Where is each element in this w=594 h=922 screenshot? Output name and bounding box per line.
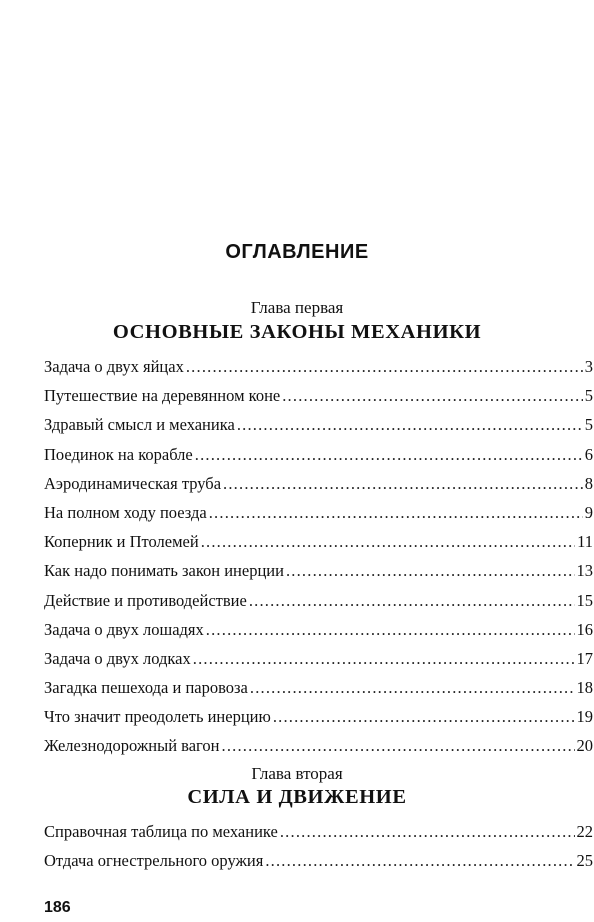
dot-leader: [237, 410, 583, 439]
toc-entry-title: Аэродинамическая труба: [44, 473, 222, 493]
dot-leader: [195, 440, 583, 469]
toc-entry-title: Действие и противодействие: [44, 590, 247, 610]
toc-entry-title: На полном ходу поезда: [44, 502, 207, 522]
toc-entry-page: 25: [576, 851, 593, 871]
toc-entry[interactable]: [44, 410, 593, 439]
toc-entry[interactable]: [44, 731, 593, 760]
toc-entry-page: 6: [584, 444, 593, 464]
toc-entry-page: 13: [576, 561, 593, 581]
toc-entry[interactable]: [44, 440, 593, 469]
toc-entry-title: Коперник и Птолемей: [44, 532, 199, 552]
dot-leader: [186, 352, 583, 381]
toc-entry-title: Здравый смысл и механика: [44, 415, 235, 435]
toc-entry[interactable]: [44, 673, 593, 702]
toc-entry-page: 17: [576, 648, 593, 668]
toc-entry-title: Путешествие на деревянном коне: [44, 386, 281, 406]
toc-entry[interactable]: [44, 527, 593, 556]
toc-entry[interactable]: [44, 556, 593, 585]
toc-entry-title: Справочная таблица по механике: [44, 822, 278, 841]
toc-entry-page: 15: [576, 590, 593, 610]
toc-entry-page: 19: [576, 707, 593, 727]
dot-leader: [273, 702, 575, 731]
toc-entry[interactable]: [44, 498, 593, 527]
toc-entry[interactable]: [44, 469, 593, 498]
toc-entry-title: Задача о двух лошадях: [44, 619, 204, 639]
toc-entry-page: 18: [576, 678, 593, 698]
dot-leader: [209, 498, 583, 527]
toc-entry-title: Загадка пешехода и паровоза: [44, 678, 248, 698]
toc-entry[interactable]: [44, 381, 593, 410]
toc-entry-title: Задача о двух яйцах: [44, 357, 184, 376]
dot-leader: [265, 846, 574, 875]
chapter-1-label: Глава первая: [250, 298, 344, 317]
toc-entry[interactable]: [44, 615, 593, 644]
dot-leader: [286, 556, 575, 585]
page-number: 186: [44, 899, 71, 916]
toc-entry-page: 16: [576, 619, 593, 639]
dot-leader: [250, 673, 575, 702]
toc-entry-page: 3: [584, 357, 593, 376]
chapter-2-entries: [44, 817, 593, 875]
toc-entry[interactable]: [44, 352, 593, 381]
toc-entry-title: Поединок на корабле: [44, 444, 193, 464]
chapter-2-label: Глава вторая: [251, 764, 343, 783]
toc-entry-page: 11: [577, 532, 593, 552]
toc-entry-title: Отдача огнестрельного оружия: [44, 851, 264, 871]
dot-leader: [193, 644, 575, 673]
toc-entry-title: Железнодорожный вагон: [44, 736, 220, 756]
dot-leader: [280, 817, 575, 846]
toc-heading: ОГЛАВЛЕНИЕ: [225, 241, 369, 263]
dot-leader: [249, 586, 575, 615]
chapter-2-title: СИЛА И ДВИЖЕНИЕ: [187, 786, 407, 808]
dot-leader: [222, 731, 575, 760]
toc-entry[interactable]: [44, 817, 593, 846]
dot-leader: [201, 527, 575, 556]
toc-entry-page: 5: [584, 386, 593, 406]
toc-entry-page: 8: [584, 473, 593, 493]
toc-entry-title: Задача о двух лодках: [44, 648, 191, 668]
toc-entry[interactable]: [44, 586, 593, 615]
toc-entry-page: 5: [584, 415, 593, 435]
dot-leader: [282, 381, 583, 410]
dot-leader: [206, 615, 575, 644]
toc-entry-page: 22: [576, 822, 593, 841]
dot-leader: [223, 469, 583, 498]
toc-entry[interactable]: [44, 846, 593, 875]
chapter-1-entries: [44, 352, 593, 761]
toc-entry-page: 9: [584, 502, 593, 522]
toc-entry-title: Что значит преодолеть инерцию: [44, 707, 271, 727]
toc-entry-page: 20: [576, 736, 593, 756]
toc-entry[interactable]: [44, 702, 593, 731]
chapter-1-title: ОСНОВНЫЕ ЗАКОНЫ МЕХАНИКИ: [112, 321, 482, 343]
toc-entry-title: Как надо понимать закон инерции: [44, 561, 284, 581]
toc-entry[interactable]: [44, 644, 593, 673]
